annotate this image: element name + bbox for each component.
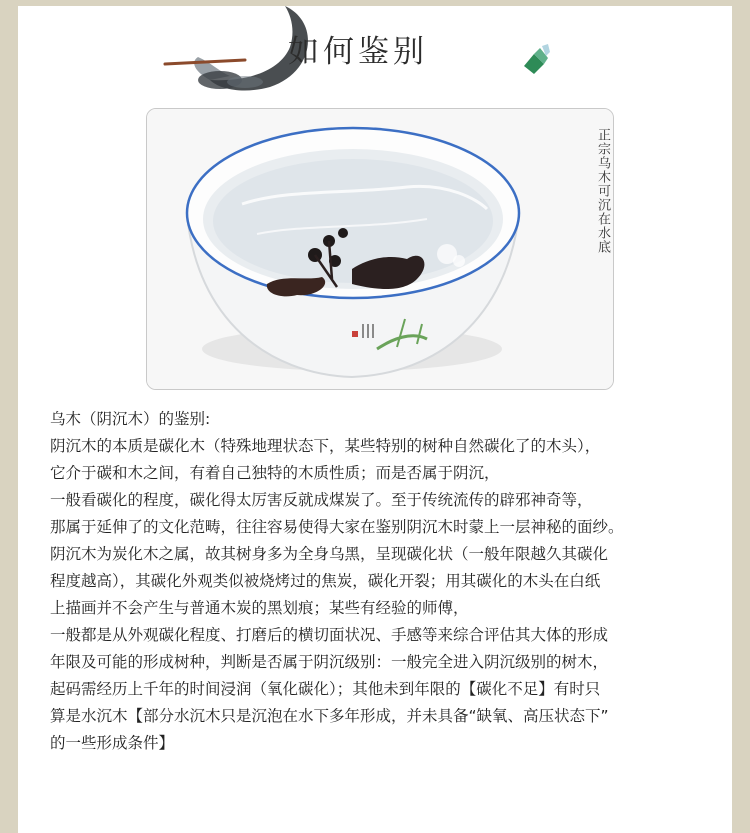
text-line: 阴沉木的本质是碳化木（特殊地理状态下，某些特别的树种自然碳化了的木头），: [50, 437, 601, 455]
text-line: 乌木（阴沉木）的鉴别:: [50, 410, 211, 428]
article-body: [50, 406, 720, 757]
text-line: 起码需经历上千年的时间浸润（氧化碳化）；其他未到年限的【碳化不足】有时只: [50, 680, 601, 698]
bowl-photo: [146, 108, 614, 390]
text-line: 一般看碳化的程度，碳化得太厉害反就成煤炭了。至于传统流传的辟邪神奇等，: [50, 491, 593, 509]
page-title: 如何鉴别: [288, 34, 428, 70]
text-line: 年限及可能的形成树种，判断是否属于阴沉级别：一般完全进入阴沉级别的树木，: [50, 653, 609, 671]
text-line: 算是水沉木【部分水沉木只是沉泡在水下多年形成，并未具备“缺氧、高压状态下”: [50, 707, 609, 725]
text-line: 的一些形成条件】: [50, 734, 175, 752]
text-line: 阴沉木为炭化木之属，故其树身多为全身乌黑，呈现碳化状（一般年限越久其碳化: [50, 545, 609, 563]
text-line: 那属于延伸了的文化范畴，往往容易使得大家在鉴别阴沉木时蒙上一层神秘的面纱。: [50, 518, 624, 536]
bowl-with-sunken-wood-image: [147, 109, 613, 389]
text-line: 程度越高），其碳化外观类似被烧烤过的焦炭，碳化开裂；用其碳化的木头在白纸: [50, 572, 601, 590]
text-line: 一般都是从外观碳化程度、打磨后的横切面状况、手感等来综合评估其大体的形成: [50, 626, 609, 644]
photo-caption: 正宗乌木可沉在水底: [595, 128, 610, 254]
text-line: 上描画并不会产生与普通木炭的黑划痕；某些有经验的师傅，: [50, 599, 469, 617]
jade-ornament-icon: [518, 42, 554, 78]
text-line: 它介于碳和木之间，有着自己独特的木质性质；而是否属于阴沉，: [50, 464, 500, 482]
